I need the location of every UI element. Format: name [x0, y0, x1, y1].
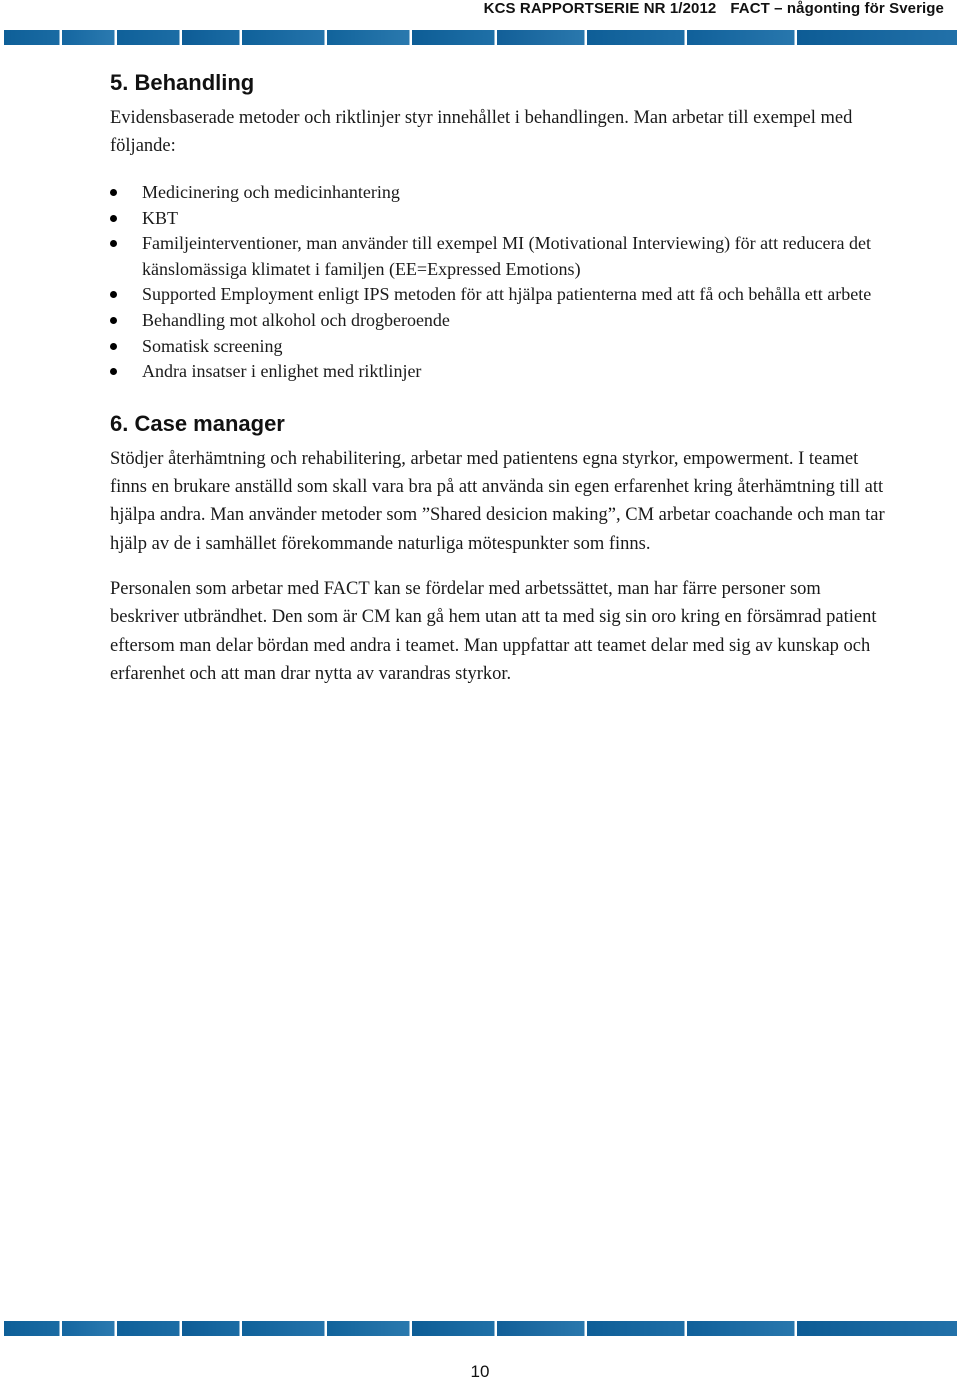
section-intro: Evidensbaserade metoder och riktlinjer styr innehållet i behandlingen. Man arbetar till exempel med följande:: [110, 108, 853, 156]
page-number: 10: [470, 1362, 490, 1381]
section-heading: 5. Behandling: [110, 70, 255, 95]
header-decorative-band: [4, 30, 957, 45]
treatment-list: [110, 180, 890, 385]
section-heading: 6. Case manager: [110, 410, 285, 436]
list-item: Somatisk screening: [110, 334, 890, 360]
section-behandling: [110, 66, 890, 385]
running-header: [484, 0, 944, 17]
paragraph: Stödjer återhämtning och rehabilitering, arbetar med patientens egna styrkor, empowerment. I teamet finns en brukare anställd som skall vara bra på att använda sin egen erfarenhet kring återhämtning till att hjälpa andra. Man använder metoder som ”Shared desicion making”, CM arbetar coachande och man tar hjälp av de i samhället förekommande naturliga mötespunkter som finns.: [110, 448, 885, 554]
page-content: [110, 66, 890, 688]
section-case-manager: [110, 407, 890, 688]
footer-decorative-band: [4, 1321, 957, 1336]
list-item: Supported Employment enligt IPS metoden för att hjälpa patienterna med att få och behålla ett arbete: [110, 282, 890, 308]
list-item: Behandling mot alkohol och drogberoende: [110, 308, 890, 334]
report-title: FACT – någonting för Sverige: [730, 0, 944, 17]
paragraph: Personalen som arbetar med FACT kan se fördelar med arbetssättet, man har färre personer som beskriver utbrändhet. Den som är CM kan gå hem utan att ta med sig sin oro kring en försämrad patient eftersom man delar bördan med andra i teamet. Man uppfattar att teamet delar med sig av kunskap och erfarenhet och att man drar nytta av varandras styrkor.: [110, 578, 877, 684]
list-item: Familjeinterventioner, man använder till exempel MI (Motivational Interviewing) för att reducera det känslomässiga klimatet i familjen (EE=Expressed Emotions): [110, 231, 890, 282]
list-item: Andra insatser i enlighet med riktlinjer: [110, 359, 890, 385]
list-item: Medicinering och medicinhantering: [110, 180, 890, 206]
list-item: KBT: [110, 206, 890, 232]
report-series: KCS RAPPORTSERIE NR 1/2012: [483, 0, 717, 17]
